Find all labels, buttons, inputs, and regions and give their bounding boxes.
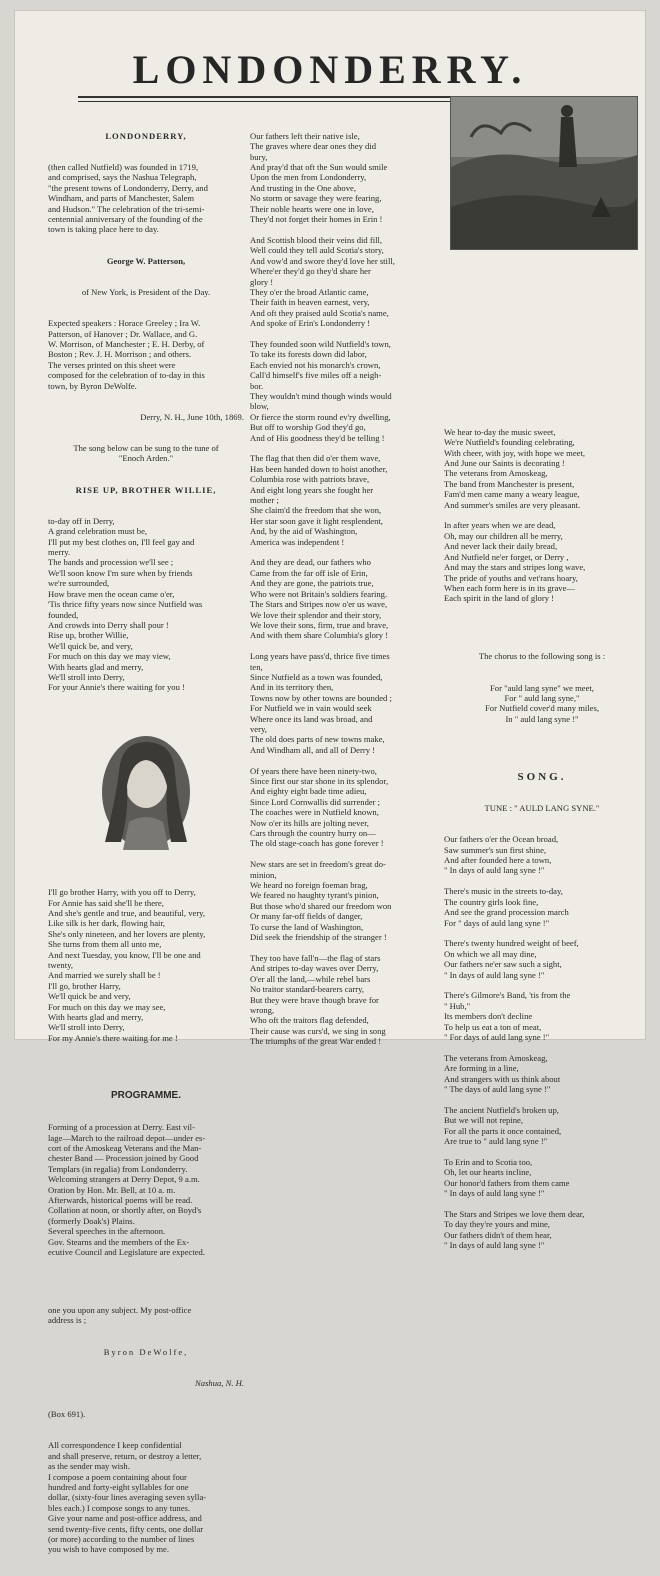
programme-heading: PROGRAMME. [111, 1089, 181, 1101]
ad-intro: one you upon any subject. My post-office address is ; [48, 1305, 192, 1326]
speakers-paragraph: Expected speakers : Horace Greeley ; Ira W. Patterson, of Hanover ; Dr. Wallace, and G. W. Morrison, of Manchester ; E. H. Derby, of Boston ; Rev. J. H. Morrison ; and others. The verses printed on this sheet were composed for the celebration of to-day in this town, by Byron DeWolfe. [48, 318, 205, 391]
song-verse-1: to-day off in Derry, A grand celebration must be, I'll put my best clothes on, I'll feel gay and merry. The bands and procession we'll see ; We'll soon know I'm sure when by friends we're surrounded, How brave men the ocean came o'er, 'Tis thrice fifty years now since Nutfield was founded, And crowds into Derry shall pour ! Rise up, brother Willie, We'll quick be, and very, For much on this day we may view, With hearts glad and merry, We'll stroll into Derry, For your Annie's there waiting for you ! [48, 515, 203, 693]
author-name: Byron DeWolfe, [103, 1346, 189, 1357]
section-heading: LONDONDERRY, [105, 130, 187, 141]
poem-continued: We hear to-day the music sweet, We're Nutfield's founding celebrating, With cheer, with joy, with hope we meet, And June our Saints is decorating ! The veterans from Amoskeag, The band from Manchester is present, Fam'd men came many a weary league, And summer's smiles are very pleasant. In after years when we are dead, Oh, may our children all be merry, And never lack their daily bread, And Nutfield ne'er forget, or Derry , And may the stars and stripes long wave, The pride of youths and vet'rans hoary, When each form here is in its grave— Each spirit in the land of glory ! [444, 426, 586, 604]
programme-text: Forming of a procession at Derry. East vil- lage—March to the railroad depot—under es- cort of the Amoskeag Veterans and the Man- chester Band — Procession joined by Good Templars (in regalia) from Londonderry. Welcoming strangers at Derry Depot, 9 a.m. Oration by Hon. Mr. Bell, at 10 a. m. Afterwards, historical poems will be read. Collation at noon, or shortly after, on Boyd's (formerly Doak's) Plains. Several speeches in the afternoon. Gov. Stearns and the members of the Ex- ecutive Council and Legislature are expected. [48, 1122, 206, 1257]
dateline: Derry, N. H., June 10th, 1869. [140, 411, 244, 422]
column-right [444, 406, 640, 1251]
president-line: of New York, is President of the Day. [81, 286, 211, 297]
poem-londonderry: Our fathers left their native isle, The graves where dear ones they did bury, And pray'd that oft the Sun would smile Upon the men from Londonderry, And trusting in the One above, No storm or savage they were fearing, Their noble hearts were one in love, They'd not forget their homes in Erin ! And Scottish blood their veins did fill, Well could they tell auld Scotia's story, And vow'd and swore they'd love her still, Where'er they'd go they'd share her glory ! They o'er the broad Atlantic came, Their faith in heaven earnest, very, And oft they praised auld Scotia's name, And spoke of Erin's Londonderry ! They founded soon wild Nutfield's town, To take its forests down did labor, Each envied not his monarch's crown, Call'd himself's five miles off a neigh- bor. They wouldn't mind though winds would blow, Or fierce the storm round ev'ry dwelling, But off to worship God they'd go, And of His goodness they'd be telling ! The flag that then did o'er them wave, Has been handed down to hoist another, Columbia rose with patriots brave, And eight long years she fought her mother ; She claim'd the freedom that she won, Her star soon gave it light resplendent, And, by the aid of Washington, America was independent ! And they are dead, our fathers who Came from the far off isle of Erin, And they are gone, the patriots true, Who were not Britain's soldiers fearing. The Stars and Stripes now o'er us wave, We love their splendor and their story, We love their sons, firm, true and brave, And with them share Columbia's glory ! Long years have pass'd, thrice five times ten, Since Nutfield as a town was founded, And in its territory then, Towns now by other towns are bounded ; For Nutfield we in vain would seek Where once its land was broad, and very, The old does parts of new towns make, And Windham all, and all of Derry ! Of years there have been ninety-two, Since first our star shone in its splendor, And eighty eight bade time adieu, Since Lord Cornwallis did surrender ; The coaches were in Nutfield known, Now o'er its hills are jolting never, Cars through the country hurry on— The old stage-coach has gone forever ! New stars are set in freedom's great do- minion, We heard no foreign foeman brag, We feared no haughty tyrant's pinion, But those who'd shared our freedom won Or many far-off fields of danger, To curse the land of Washington, Did seek the friendship of the stranger ! They too have fall'n—the flag of stars And stripes to-day waves over Derry, O'er all the land,—while rebel bars No traitor standard-bearers carry, But they were brave though brave for wrong, Who oft the traitors flag defended, Their cause was curs'd, we sing in song The triumphs of the great War ended ! [250, 130, 395, 1047]
author-place: Nashua, N. H. [195, 1377, 244, 1388]
woman-portrait [91, 732, 201, 850]
tune-note: The song below can be sung to the tune of "Enoch Arden." [73, 443, 219, 464]
intro-paragraph: (then called Nutfield) was founded in 1719, and comprised, says the Nashua Telegraph, "the present towns of Londonderry, Derry, and Windham, and parts of Manchester, Salem and Hudson." The celebration of the tri-semi- centennial anniversary of the founding of the town is taking place here to day. [48, 162, 208, 235]
ad-body: All correspondence I keep confidential and shall preserve, return, or destroy a letter, as the sender may wish. I compose a poem containing about four hundred and forty-eight syllables for one dollar, (sixty-four lines averaging seven sylla- bles each.) I compose songs to any tunes. Give your name and post-office address, and send twenty-five cents, fifty cents, one dollar (or more) according to the number of lines you wish to have composed by me. [48, 1440, 207, 1555]
song-tune: TUNE : " AULD LANG SYNE." [484, 803, 600, 814]
president-name: George W. Patterson, [106, 255, 186, 266]
broadside-sheet [14, 10, 646, 1555]
song-title: RISE UP, BROTHER WILLIE, [75, 484, 217, 495]
chorus-text: For "auld lang syne" we meet, For " auld lang syne," For Nutfield cover'd many miles, In " auld lang syne !" [485, 682, 599, 724]
song-verse-2: I'll go brother Harry, with you off to Derry, For Annie has said she'll be there, And she's gentle and true, and beautiful, very, Like silk is her dark, flowing hair, She's only nineteen, and her lovers are plenty, She turns from them all unto me, And next Tuesday, you know, I'll be one and twenty, And married we surely shall be ! I'll go, brother Harry, We'll quick be and very, For much on this day we may see, With hearts glad and merry, We'll stroll into Derry, For my Annie's there waiting for me ! [48, 887, 206, 1043]
column-left [48, 110, 244, 1555]
column-middle [250, 110, 442, 1047]
page-title: LONDONDERRY. [132, 47, 528, 92]
author-box: (Box 691). [48, 1409, 86, 1420]
landscape-engraving [450, 96, 638, 250]
chorus-intro: The chorus to the following song is : [478, 651, 606, 662]
song-auld-lang-syne: Our fathers o'er the Ocean broad, Saw summer's sun first shine, And after founded here a town, " In days of auld lang syne !" There's music in the streets to-day, The country girls look fine, And see the grand procession march For " days of auld lang syne !" There's twenty hundred weight of beef, On which we all may dine, Our fathers ne'er saw such a sight, " In days of auld lang syne !" There's Gilmore's Band, 'tis from the " Hub," Its members don't decline To help us eat a ton of meat, " For days of auld lang syne !" The veterans from Amoskeag, Are forming in a line, And strangers with us think about " The days of auld lang syne !" The ancient Nutfield's broken up, But we will not repine, For all the parts it once contained, Are true to " auld lang syne !" To Erin and to Scotia too, Oh, let our hearts incline, Our honor'd fathers from them came " In days of auld lang syne !" The Stars and Stripes we love them dear, To day they're yours and mine, Our fathers didn't of them hear, " In days of auld lang syne !" [444, 834, 585, 1251]
song-heading: SONG. [517, 770, 567, 783]
